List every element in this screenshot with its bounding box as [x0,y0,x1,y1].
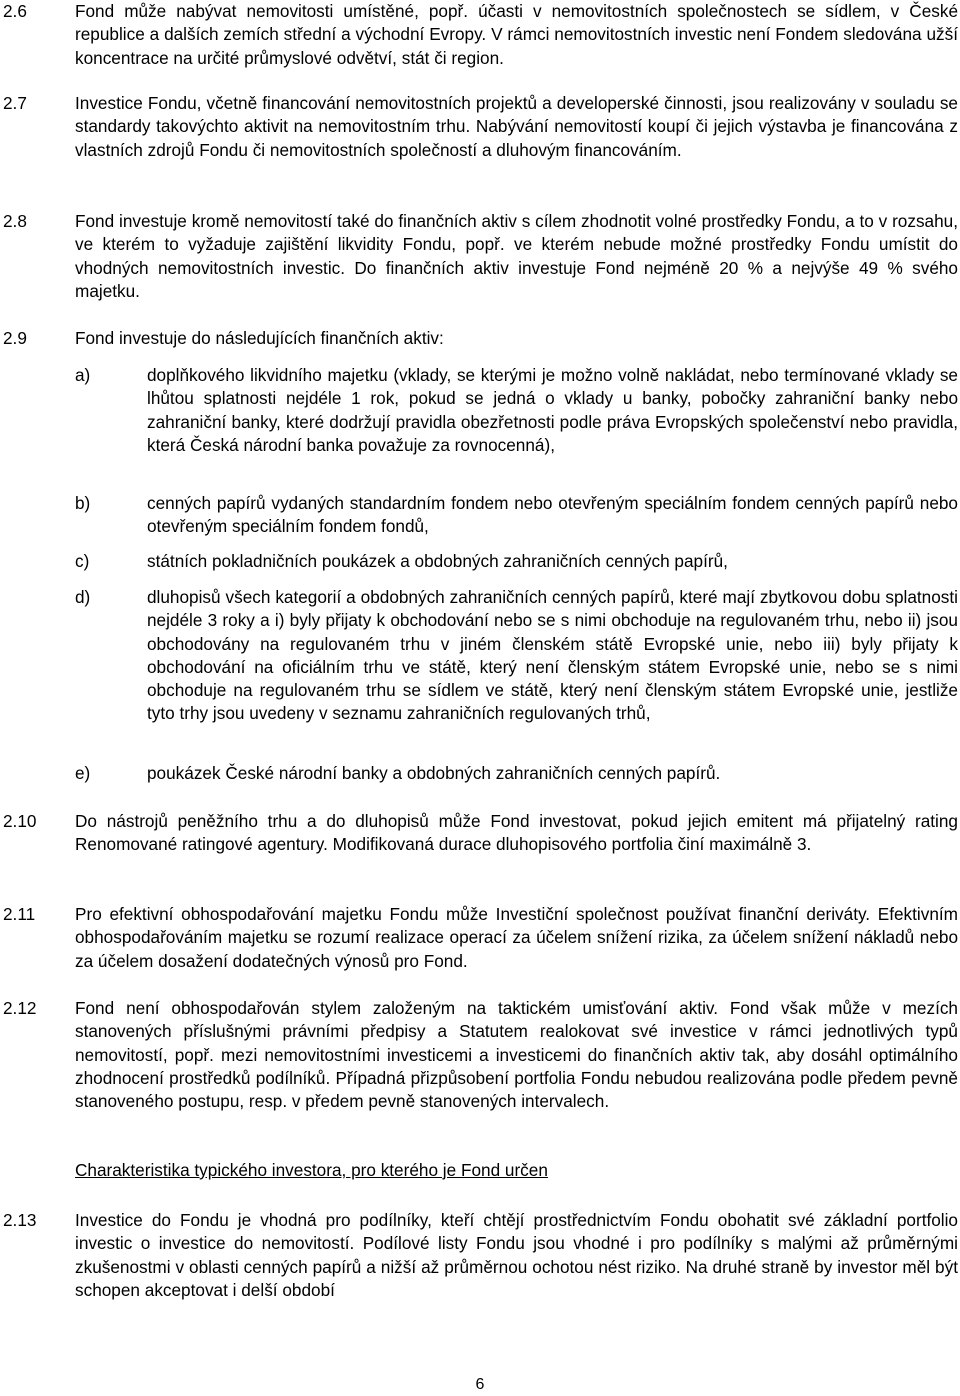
list-item-text: doplňkového likvidního majetku (vklady, se kterými je možno volně nakládat, nebo termínované vklady se lhůtou splatnosti nejdéle 1 rok, pokud se jedná o vklady u banky, pobočky zahraniční banky nebo zahraniční banky, které dodržují pravidla obezřetnosti podle práva Evropských společenství nebo pravidla, která Česká národní banka považuje za rovnocenná), [147,365,958,455]
paragraph-number: 2.10 [3,811,37,831]
list-item-label: c) [75,551,90,571]
list-item-text: poukázek České národní banky a obdobných zahraničních cenných papírů. [147,763,721,783]
paragraph-text: Investice do Fondu je vhodná pro podílníky, kteří chtějí prostřednictvím Fondu obohatit své základní portfolio investic o investice do nemovitostí. Podílové listy Fondu jsou vhodné i pro podílníky s malými až průměrnými zkušenostmi v oblasti cenných papírů a nižší až průměrnou ochotou nést riziko. Na druhé straně by investor měl být schopen akceptovat i delší období [75,1210,958,1300]
list-item-label: a) [75,365,91,385]
list-item-label: e) [75,763,91,783]
paragraph-2-13 [3,1209,958,1302]
paragraph-text: Fond investuje do následujících finančních aktiv: [75,328,444,348]
paragraph-2-7 [3,92,958,162]
list-item-b [75,492,958,539]
paragraph-2-6 [3,0,958,70]
paragraph-number: 2.7 [3,93,27,113]
paragraph-text: Pro efektivní obhospodařování majetku Fondu může Investiční společnost používat finanční deriváty. Efektivním obhospodařováním majetku se rozumí realizace operací za účelem snížení rizika, za účelem snížení nákladů nebo za účelem dosažení dodatečných výnosů pro Fond. [75,904,958,971]
paragraph-number: 2.13 [3,1210,37,1230]
paragraph-number: 2.11 [3,904,36,924]
paragraph-2-12 [3,997,958,1113]
paragraph-text: Investice Fondu, včetně financování nemovitostních projektů a developerské činnosti, jsou realizovány v souladu se standardy takovýchto aktivit na nemovitostním trhu. Nabývání nemovitostí koupí či jejich výstavba je financována z vlastních zdrojů Fondu či nemovitostních společností a dluhovým financováním. [75,93,958,160]
list-item-e [75,762,958,785]
paragraph-2-10 [3,810,958,857]
page-number: 6 [475,1376,485,1393]
section-heading: Charakteristika typického investora, pro kterého je Fond určen [75,1160,548,1180]
paragraph-text: Fond není obhospodařován stylem založeným na taktickém umisťování aktiv. Fond však může v mezích stanovených příslušnými právními předpisy a Statutem realokovat své investice v rámci jednotlivých typů nemovitostí, popř. mezi nemovitostními investicemi a investicemi do finančních aktiv tak, aby dosáhl optimálního zhodnocení prostředků podílníků. Případná přizpůsobení portfolia Fondu nebudou realizována podle předem pevně stanoveného postupu, resp. v předem pevně stanovených intervalech. [75,998,958,1112]
paragraph-text: Do nástrojů peněžního trhu a do dluhopisů může Fond investovat, pokud jejich emitent má přijatelný rating Renomované ratingové agentury. Modifikovaná durace dluhopisového portfolia činí maximálně 3. [75,811,958,855]
paragraph-text: Fond může nabývat nemovitosti umístěné, popř. účasti v nemovitostních společnostech se sídlem, v České republice a dalších zemích střední a východní Evropy. V rámci nemovitostních investic není Fondem sledována užší koncentrace na určité průmyslové odvětví, stát či region. [75,1,958,68]
paragraph-text: Fond investuje kromě nemovitostí také do finančních aktiv s cílem zhodnotit volné prostředky Fondu, a to v rozsahu, ve kterém to vyžaduje zajištění likvidity Fondu, popř. ve kterém nebude možné prostředky Fondu umístit do vhodných nemovitostních investic. Do finančních aktiv investuje Fond nejméně 20 % a nejvýše 49 % svého majetku. [75,211,958,301]
paragraph-number: 2.9 [3,328,27,348]
list-item-a [75,364,958,457]
paragraph-2-9 [3,327,958,350]
list-item-text: cenných papírů vydaných standardním fondem nebo otevřeným speciálním fondem cenných papírů nebo otevřeným speciálním fondem fondů, [147,493,958,537]
paragraph-number: 2.12 [3,998,37,1018]
paragraph-number: 2.8 [3,211,27,231]
list-item-d [75,586,958,726]
list-item-label: d) [75,587,91,607]
paragraph-number: 2.6 [3,1,27,21]
list-item-text: státních pokladničních poukázek a obdobných zahraničních cenných papírů, [147,551,728,571]
list-item-c [75,550,958,573]
paragraph-2-11 [3,903,958,973]
paragraph-2-8 [3,210,958,303]
list-item-text: dluhopisů všech kategorií a obdobných zahraničních cenných papírů, které mají zbytkovou dobu splatnosti nejdéle 3 roky a i) byly přijaty k obchodování nebo se s nimi obchoduje na regulovaném trhu, nebo ii) jsou obchodovány na regulovaném trhu v jiném členském státě Evropské unie, nebo iii) byly přijaty k obchodování na oficiálním trhu ve státě, který není členským státem Evropské unie, nebo se s nimi obchoduje na regulovaném trhu se sídlem ve státě, který není členským státem Evropské unie, jestliže tyto trhy jsou uvedeny v seznamu zahraničních regulovaných trhů, [147,587,958,724]
list-item-label: b) [75,493,91,513]
